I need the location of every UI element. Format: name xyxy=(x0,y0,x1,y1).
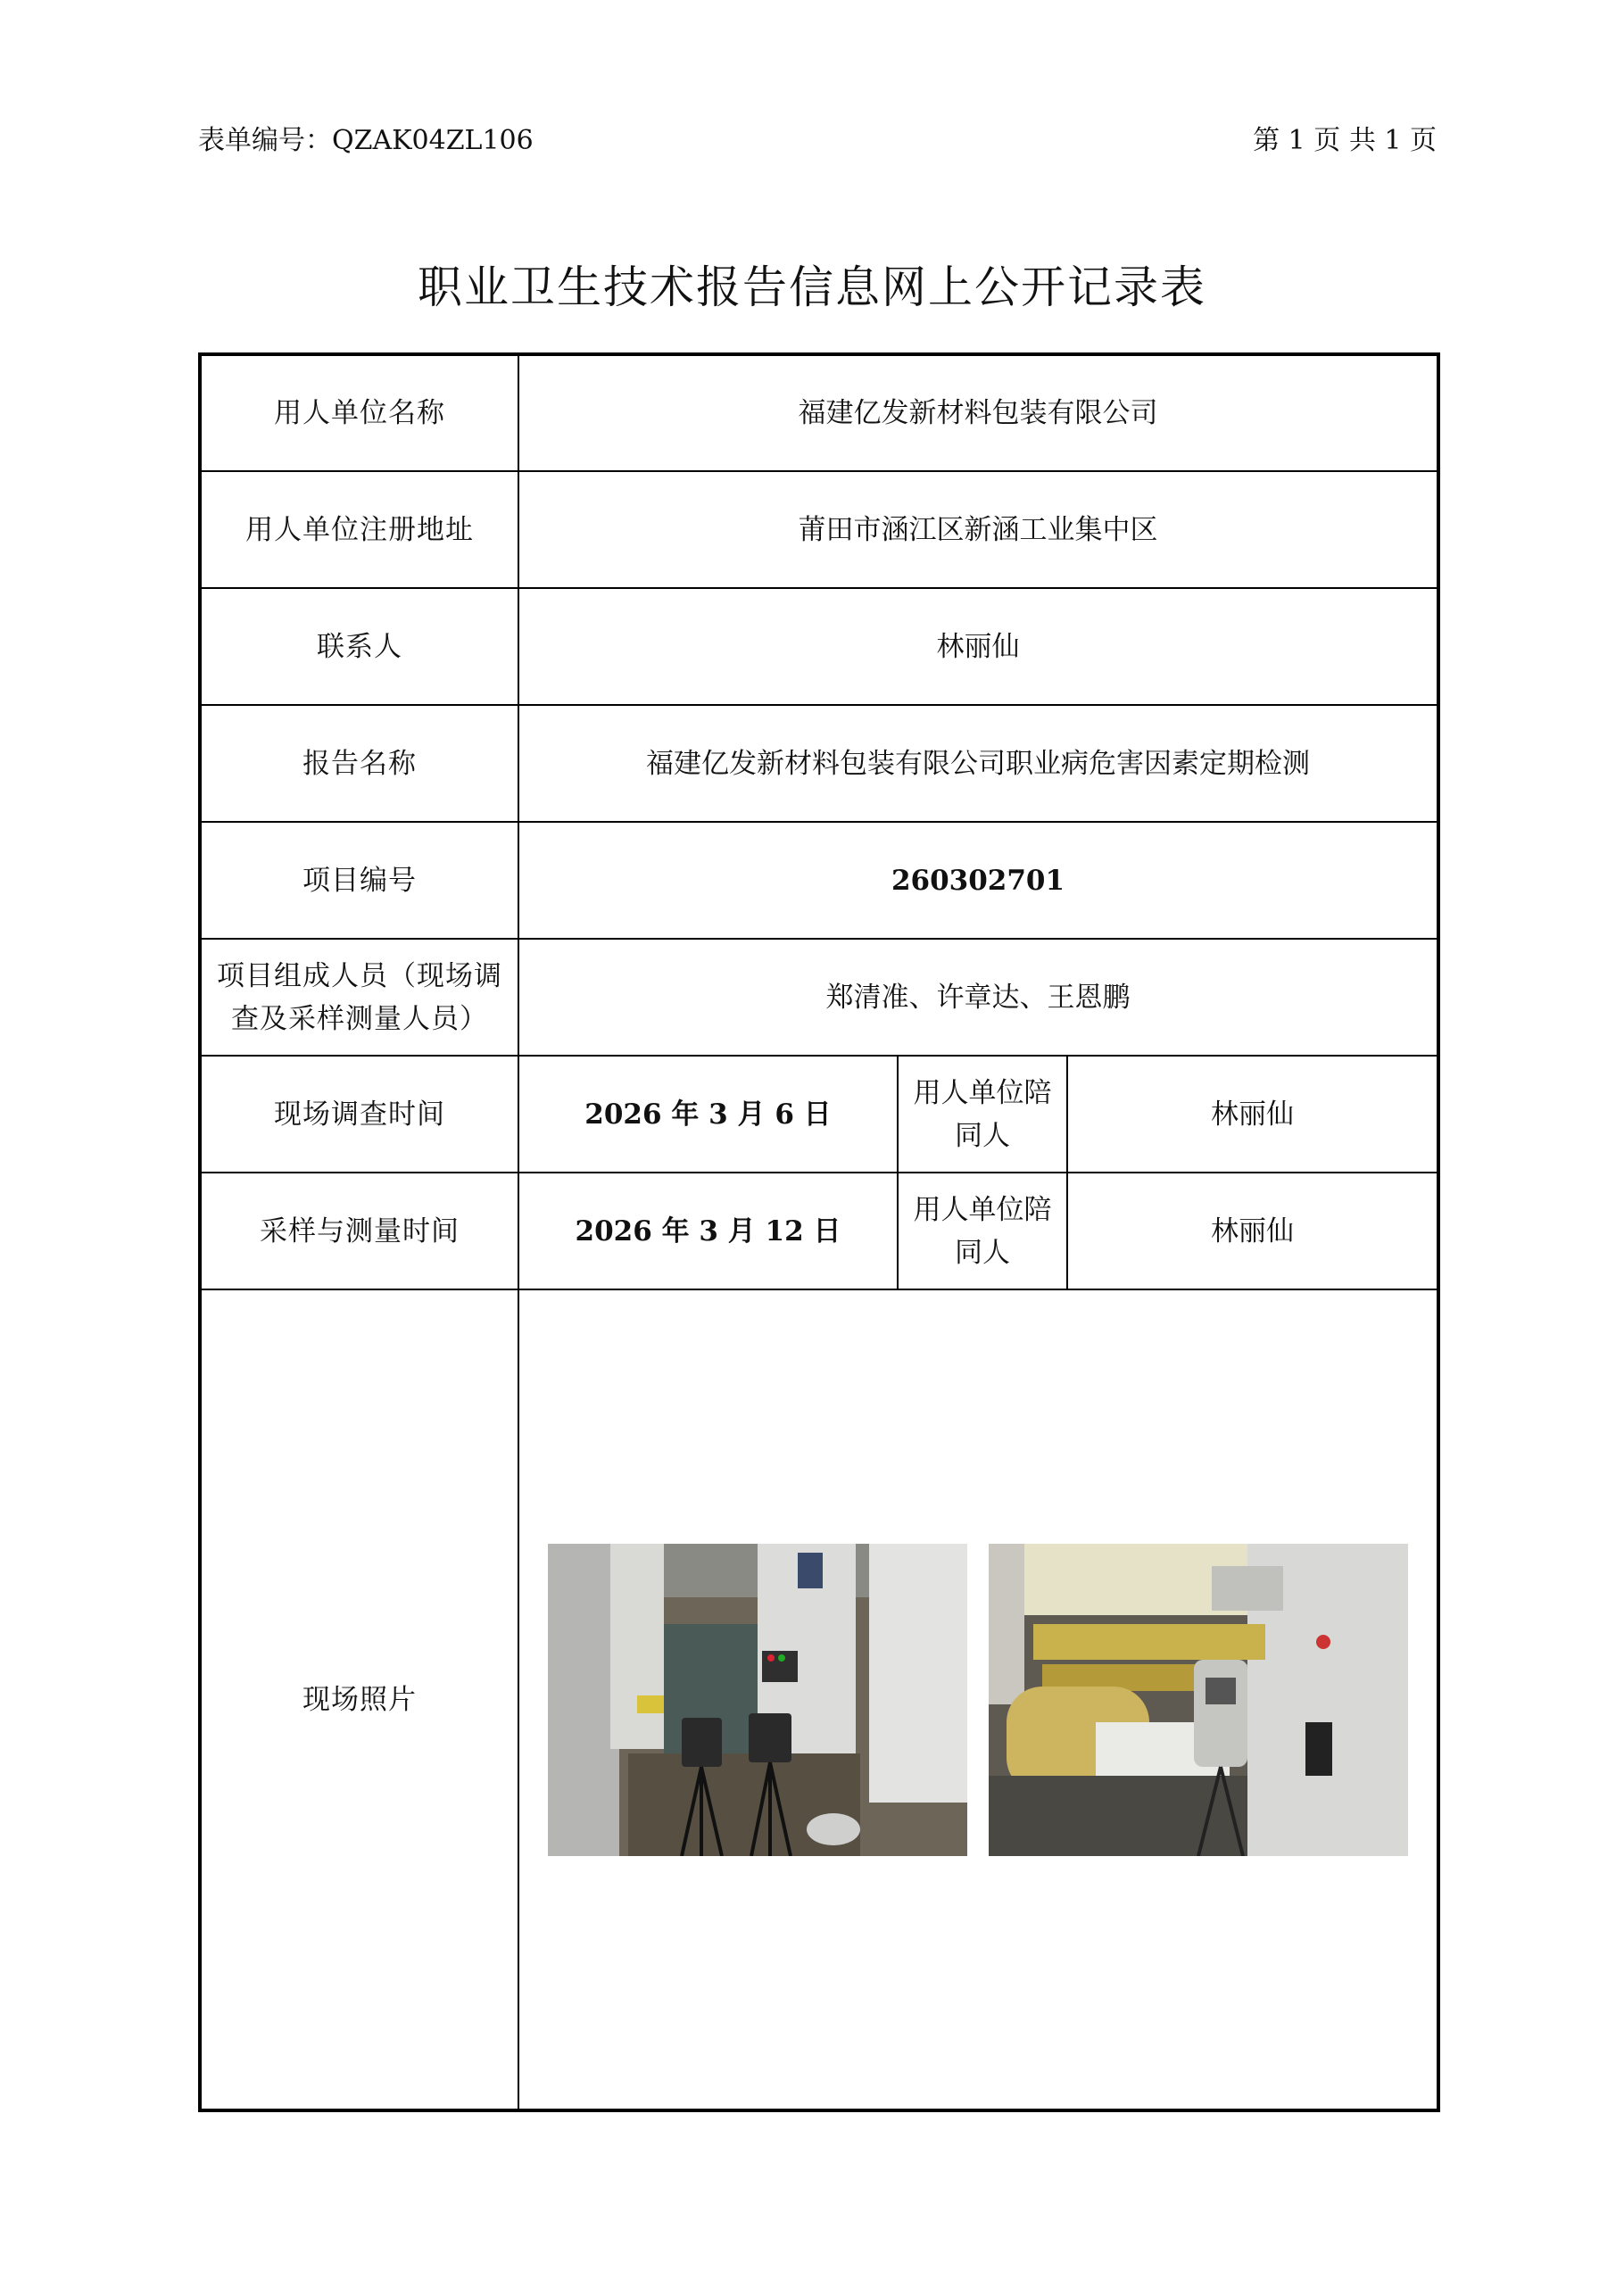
row-company xyxy=(200,354,1438,471)
row-project-no xyxy=(200,822,1438,939)
row-contact xyxy=(200,588,1438,705)
survey-time-value: 2026 年 3 月 6 日 xyxy=(518,1056,898,1173)
project-no-value: 260302701 xyxy=(518,822,1438,939)
row-report xyxy=(200,705,1438,822)
address-value: 莆田市涵江区新涵工业集中区 xyxy=(518,471,1438,588)
record-table xyxy=(198,352,1440,2112)
members-label: 项目组成人员（现场调查及采样测量人员） xyxy=(200,939,518,1056)
site-photo-sound-level-meter xyxy=(989,1544,1408,1856)
contact-label: 联系人 xyxy=(200,588,518,705)
row-address xyxy=(200,471,1438,588)
members-value: 郑清准、许章达、王恩鹏 xyxy=(518,939,1438,1056)
survey-escort-label: 用人单位陪同人 xyxy=(898,1056,1067,1173)
form-number: 表单编号：QZAK04ZL106 xyxy=(198,125,534,156)
row-members xyxy=(200,939,1438,1056)
page-title: 职业卫生技术报告信息网上公开记录表 xyxy=(418,261,1206,313)
project-no-label: 项目编号 xyxy=(200,822,518,939)
row-sampling-time xyxy=(200,1173,1438,1289)
contact-value: 林丽仙 xyxy=(518,588,1438,705)
sampling-time-value: 2026 年 3 月 12 日 xyxy=(518,1173,898,1289)
sampling-escort-value: 林丽仙 xyxy=(1067,1173,1438,1289)
report-label: 报告名称 xyxy=(200,705,518,822)
row-survey-time xyxy=(200,1056,1438,1173)
survey-escort-value: 林丽仙 xyxy=(1067,1056,1438,1173)
photos-cell xyxy=(518,1289,1438,2110)
company-label: 用人单位名称 xyxy=(200,354,518,471)
address-label: 用人单位注册地址 xyxy=(200,471,518,588)
photos-label: 现场照片 xyxy=(200,1289,518,2110)
page-count: 第 1 页 共 1 页 xyxy=(1253,125,1437,156)
row-photos xyxy=(200,1289,1438,2110)
report-value: 福建亿发新材料包装有限公司职业病危害因素定期检测 xyxy=(518,705,1438,822)
company-value: 福建亿发新材料包装有限公司 xyxy=(518,354,1438,471)
survey-time-label: 现场调查时间 xyxy=(200,1056,518,1173)
sampling-time-label: 采样与测量时间 xyxy=(200,1173,518,1289)
sampling-escort-label: 用人单位陪同人 xyxy=(898,1173,1067,1289)
site-photo-printing-machines xyxy=(548,1544,967,1856)
